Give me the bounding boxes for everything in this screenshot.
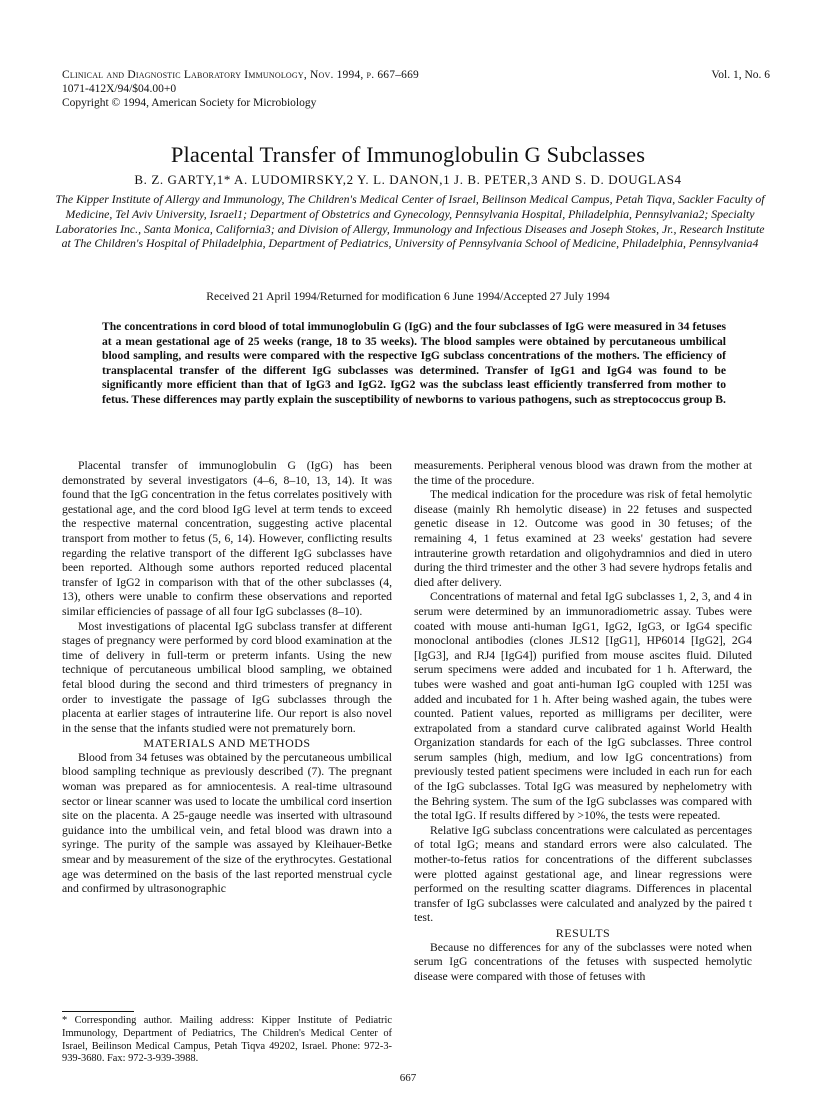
received-dates: Received 21 April 1994/Returned for modification 6 June 1994/Accepted 27 July 1994 xyxy=(206,290,610,303)
methods-paragraph-cont: measurements. Peripheral venous blood was drawn from the mother at the time of the procedure. xyxy=(414,459,752,487)
methods-paragraph-2: The medical indication for the procedure was risk of fetal hemolytic disease (mainly Rh hemolytic disease) in 22 fetuses and suspected genetic disease in 12. Outcome was good in 30 fetuses; of the remaining 4, 1 fetus examined at 23 weeks' gestation had severe intrauterine growth retardation and oligohydramnios and died in utero during the third trimester and the other 3 had severe hydrops fetalis and died after delivery. xyxy=(414,488,752,589)
journal-header xyxy=(62,68,770,110)
author-list: B. Z. GARTY,1* A. LUDOMIRSKY,2 Y. L. DANON,1 J. B. PETER,3 AND S. D. DOUGLAS4 xyxy=(134,172,682,187)
issn-line: 1071-412X/94/$04.00+0 xyxy=(62,83,177,95)
journal-citation: Clinical and Diagnostic Laboratory Immunology, Nov. 1994, p. 667–669 xyxy=(62,69,420,81)
intro-paragraph-1: Placental transfer of immunoglobulin G (IgG) has been demonstrated by several investigators (4–6, 8–10, 13, 14). It was found that the IgG concentration in the fetus correlates positively with gestational age, and the cord blood IgG level at term tends to exceed the respective maternal concentration, suggesting active placental transport from mother to fetus (5, 6, 14). However, conflicting results regarding the relative transport of the different IgG subclasses have been reported. Although some authors reported reduced placental transfer of IgG2 in comparison with that of the other subclasses (4, 13), others were unable to confirm these observations and reported similar efficiencies of passage of all four IgG subclasses (8–10). xyxy=(62,459,392,618)
left-column xyxy=(62,459,392,897)
footnote-divider xyxy=(62,1011,134,1012)
copyright-line: Copyright © 1994, American Society for Microbiology xyxy=(62,97,317,109)
methods-paragraph-3: Concentrations of maternal and fetal IgG subclasses 1, 2, 3, and 4 in serum were determined by an immunoradiometric assay. Tubes were coated with mouse anti-human IgG1, IgG2, IgG3, or IgG4 specific monoclonal antibodies (clones JLS12 [IgG1], HP6014 [IgG2], 2G4 [IgG3], and RJ4 [IgG4]) purified from mouse ascites fluid. Diluted serum specimens were added and incubated for 1 h. Afterward, the tubes were washed and goat anti-human IgG coupled with 125I was added and incubated for 1 h. After being washed again, the tubes were counted. Patient values, reported as milligrams per deciliter, were extrapolated from a standard curve calibrated against World Health Organization standards for each of the IgG subclasses. Three control serum samples (high, medium, and low IgG concentrations) from previously tested patient specimens were included in each run for each of the IgG subclasses. Total IgG was measured by nephelometry with the Behring system. The sum of the IgG subclasses was compared with the total IgG. If results differed by >10%, the tests were repeated. xyxy=(414,590,752,823)
right-column xyxy=(414,459,752,984)
affiliations: The Kipper Institute of Allergy and Immunology, The Children's Medical Center of Israel, Beilinson Medical Campus, Petah Tiqva, Sackler Faculty of Medicine, Tel Aviv University, Israel1; Department of Obstetrics and Gynecology, Pennsylvania Hospital, Philadelphia, Pennsylvania2; Specialty Laboratories Inc., Santa Monica, California3; and Division of Allergy, Immunology and Infectious Diseases and Joseph Stokes, Jr., Research Institute at The Children's Hospital of Philadelphia, Department of Pediatrics, University of Pennsylvania School of Medicine, Philadelphia, Pennsylvania4 xyxy=(55,192,765,251)
section-heading-methods: MATERIALS AND METHODS xyxy=(143,736,311,751)
article-title: Placental Transfer of Immunoglobulin G Subclasses xyxy=(170,142,646,167)
section-heading-results: RESULTS xyxy=(555,926,611,940)
intro-paragraph-2: Most investigations of placental IgG subclass transfer at different stages of pregnancy were performed by cord blood examination at the time of delivery in full-term or preterm infants. Using the new technique of percutaneous umbilical blood sampling, we obtained fetal blood during the second and third trimesters of pregnancy in order to investigate the passage of IgG subclasses through the placenta at earlier stages of intrauterine life. Our report is also novel in the sense that the infants studied were not prematurely born. xyxy=(62,619,392,735)
volume-label: Vol. 1, No. 6 xyxy=(711,69,770,81)
methods-paragraph-4: Relative IgG subclass concentrations were calculated as percentages of total IgG; means and standard errors were also calculated. The mother-to-fetus ratios for concentrations of the different subclasses were plotted against gestational age, and linear regressions were performed on the resulting scatter diagrams. Differences in placental transfer of IgG subclasses were calculated and analyzed by the paired t test. xyxy=(414,823,752,925)
methods-paragraph-1: Blood from 34 fetuses was obtained by the percutaneous umbilical blood sampling technique as previously described (7). The pregnant woman was prepared as for amniocentesis. A real-time ultrasound sector or linear scanner was used to locate the umbilical cord insertion site on the placenta. A 25-gauge needle was inserted with ultrasound guidance into the umbilical vein, and fetal blood was drawn into a syringe. The purity of the sample was assayed by Kleihauer-Betke smear and by measurement of the size of the erythrocytes. Gestational age was determined on the basis of the last reported menstrual cycle and confirmed by ultrasonographic xyxy=(62,750,392,896)
results-paragraph-1: Because no differences for any of the subclasses were noted when serum IgG concentrations of the fetuses with suspected hemolytic disease were compared with those of fetuses with xyxy=(414,940,752,983)
corresponding-author-footnote: * Corresponding author. Mailing address: Kipper Institute of Pediatric Immunology, Department of Pediatrics, The Children's Medical Center of Israel, Beilinson Medical Campus, Petah Tiqva 49202, Israel. Phone: 972-3-939-3680. Fax: 972-3-939-3988. xyxy=(62,1015,392,1065)
page-number: 667 xyxy=(399,1072,417,1084)
abstract: The concentrations in cord blood of total immunoglobulin G (IgG) and the four subclasses of IgG were measured in 34 fetuses at a mean gestational age of 25 weeks (range, 18 to 35 weeks). The blood samples were obtained by percutaneous umbilical blood sampling, and results were compared with the respective IgG subclass concentrations of the mothers. The efficiency of transplacental transfer of the different IgG subclasses was determined. Transfer of IgG1 and IgG4 was found to be significantly more efficient than that of IgG3 and IgG2. IgG2 was the subclass least efficiently transferred from mother to fetus. These differences may partly explain the susceptibility of newborns to various pathogens, such as streptococcus group B. xyxy=(102,320,726,406)
